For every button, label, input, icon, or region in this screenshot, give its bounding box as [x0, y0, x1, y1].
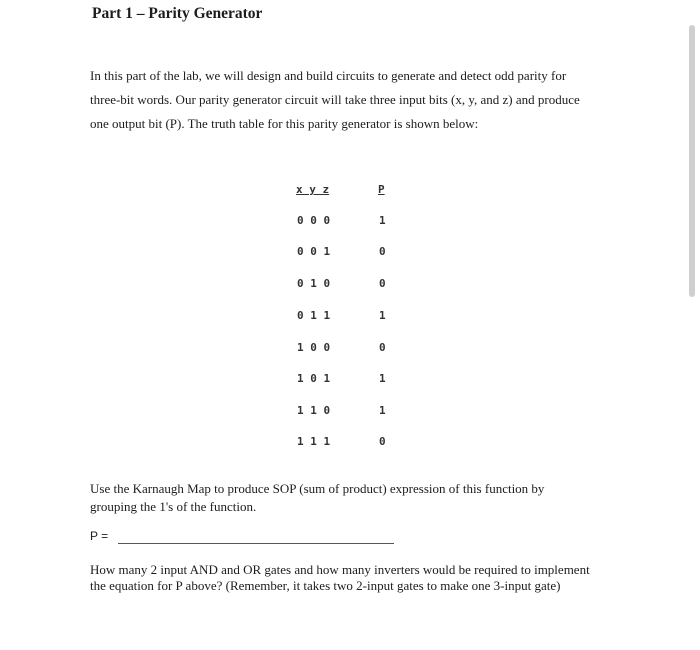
- intro-paragraph: [90, 64, 630, 136]
- truth-table-row-inputs: 0 1 0: [297, 277, 331, 290]
- truth-table-input-header: x y z: [296, 183, 330, 196]
- truth-table-row-output: 0: [379, 277, 386, 290]
- truth-table-row-output: 1: [379, 214, 386, 227]
- truth-table-row-inputs: 0 0 1: [297, 245, 331, 258]
- truth-table-row-inputs: 1 1 1: [297, 435, 331, 448]
- truth-table-row-inputs: 1 1 0: [297, 404, 331, 417]
- truth-table-row-inputs: 1 0 0: [297, 341, 331, 354]
- truth-table-row-output: 0: [379, 435, 386, 448]
- truth-table-row-output: 0: [379, 341, 386, 354]
- instruction-line: Use the Karnaugh Map to produce SOP (sum of product) expression of this function by: [90, 481, 545, 496]
- answer-label: P =: [90, 529, 109, 543]
- question-line: How many 2 input AND and OR gates and how many inverters would be required to implement: [90, 562, 590, 577]
- truth-table-row-inputs: 0 0 0: [297, 214, 331, 227]
- intro-line: In this part of the lab, we will design and build circuits to generate and detect odd parity for: [90, 68, 567, 83]
- instruction-paragraph: [90, 480, 630, 516]
- instruction-line: grouping the 1's of the function.: [90, 499, 257, 514]
- truth-table-row-inputs: 1 0 1: [297, 372, 331, 385]
- intro-line: three-bit words. Our parity generator circuit will take three input bits (x, y, and z) and produce: [90, 92, 580, 107]
- intro-line: one output bit (P). The truth table for this parity generator is shown below:: [90, 116, 479, 131]
- section-title: Part 1 – Parity Generator: [92, 5, 263, 22]
- question-paragraph: [90, 562, 650, 594]
- truth-table-row-output: 1: [379, 309, 386, 322]
- answer-blank-line[interactable]: [118, 543, 394, 544]
- truth-table-row-output: 1: [379, 372, 386, 385]
- question-line: the equation for P above? (Remember, it takes two 2-input gates to make one 3-input gate): [90, 578, 561, 593]
- truth-table-row-output: 0: [379, 245, 386, 258]
- scrollbar-thumb[interactable]: [689, 25, 695, 297]
- truth-table-row-inputs: 0 1 1: [297, 309, 331, 322]
- truth-table-row-output: 1: [379, 404, 386, 417]
- truth-table-output-header: P: [378, 183, 385, 196]
